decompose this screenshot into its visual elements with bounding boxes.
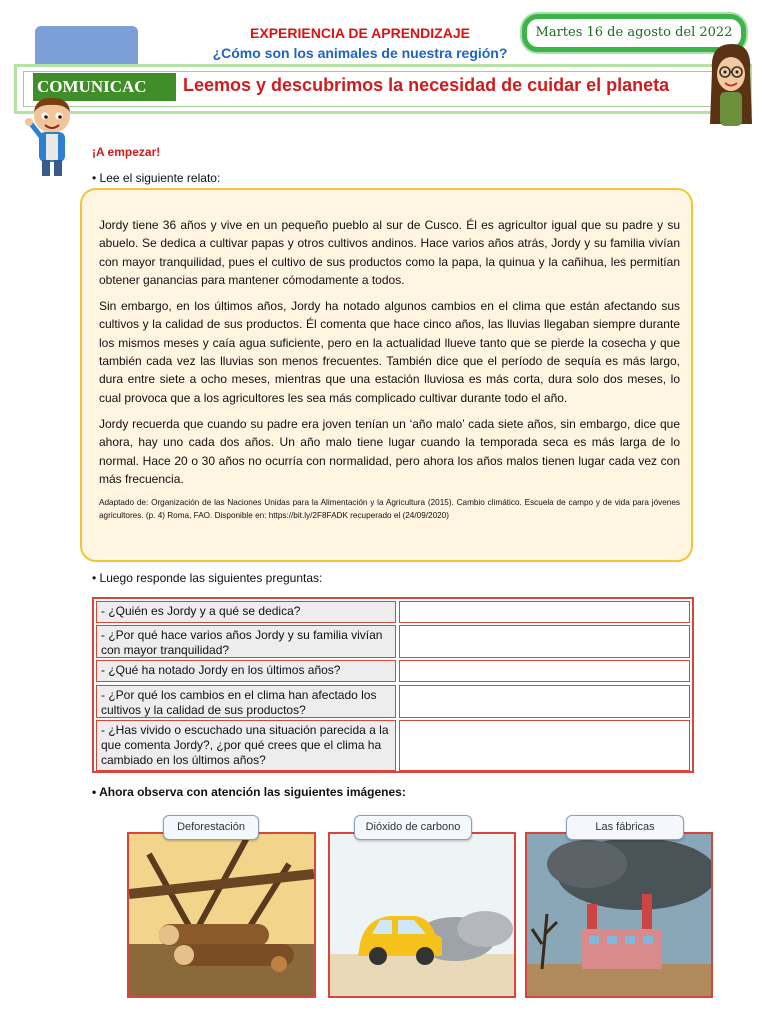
carbon-dioxide-label: Dióxido de carbono — [354, 815, 472, 840]
images-instruction: • Ahora observa con atención las siguientes imágenes: — [92, 785, 406, 799]
date-box: Martes 16 de agosto del 2022 — [522, 14, 746, 52]
story-source: Adaptado de: Organización de las Naciones Unidas para la Alimentación y la Agricultura (2015). Cambio climático. Escuela de campo y de vida para jóvenes agricultores. (p. 4) Roma, FAO. Disponible en: https://bit.ly/2F8FADK recuperado el (24/09/2020) — [99, 498, 680, 521]
carbon-dioxide-image — [328, 832, 516, 998]
factories-image — [525, 832, 713, 998]
story-box — [80, 188, 693, 562]
title-banner — [14, 64, 752, 114]
question-row — [96, 720, 690, 771]
question-row — [96, 660, 690, 682]
question-cell: - ¿Has vivido o escuchado una situación parecida a la que comenta Jordy?, ¿por qué crees que el clima ha cambiado en los últimos años? — [96, 720, 396, 771]
story-paragraph-2: Sin embargo, en los últimos años, Jordy ha notado algunos cambios en el clima que están afectando sus cultivos y la calidad de sus productos. Él comenta que hace cinco años, las lluvias llegaban siempre durante los mismos meses y caía agua suficiente, pero en la actualidad llueve tanto que se pierde la cosecha y que también cada vez las lluvias son menos frecuentes. También dice que el período de sequía es más largo, dura entre siete a ocho meses, mientras que una estación lluviosa es más corta, dura solo dos meses, lo cual provoca que a los agricultores les sea más complicado cultivar durante todo el año. — [99, 299, 680, 405]
deforestation-label: Deforestación — [163, 815, 259, 840]
boy-illustration — [22, 94, 82, 178]
story-paragraph-1: Jordy tiene 36 años y vive en un pequeño pueblo al sur de Cusco. Él es agricultor igual que su padre y su abuelo. Se dedica a cultivar papas y otros cultivos andinos. Hace varios años atrás, Jordy y su familia vivían con mayor tranquilidad, pues el cultivo de sus productos como la papa, la quinua y la cañihua, les permitían obtener ganancias para mantener cómodamente a todos. — [99, 218, 680, 287]
answer-cell[interactable] — [399, 685, 690, 718]
question-row — [96, 685, 690, 718]
experience-subtitle: ¿Cómo son los animales de nuestra región? — [212, 45, 508, 61]
deforestation-image — [127, 832, 316, 998]
question-cell: - ¿Por qué los cambios en el clima han afectado los cultivos y la calidad de sus productos? — [96, 685, 396, 718]
question-row — [96, 625, 690, 658]
question-cell: - ¿Qué ha notado Jordy en los últimos años? — [96, 660, 396, 682]
experience-title: EXPERIENCIA DE APRENDIZAJE — [250, 25, 470, 41]
area-badge: COMUNICAC — [33, 73, 176, 101]
session-title: Leemos y descubrimos la necesidad de cuidar el planeta — [183, 75, 670, 95]
story-paragraph-3: Jordy recuerda que cuando su padre era joven tenían un ‘año malo’ cada siete años, sin embargo, dice que ahora, hay uno cada dos años. Un año malo tiene lugar cuando la temporada seca es más larga de lo normal. Hace 20 o 30 años no ocurría con normalidad, pero ahora los años malos tienen lugar cada vez con más frecuencia. — [99, 416, 680, 486]
start-label: ¡A empezar! — [92, 145, 161, 159]
answer-cell[interactable] — [399, 720, 690, 771]
question-cell: - ¿Por qué hace varios años Jordy y su familia vivían con mayor tranquilidad? — [96, 625, 396, 658]
questions-table — [92, 597, 694, 773]
answer-cell[interactable] — [399, 660, 690, 682]
question-cell: - ¿Quién es Jordy y a qué se dedica? — [96, 601, 396, 623]
factories-label: Las fábricas — [566, 815, 684, 840]
answer-cell[interactable] — [399, 625, 690, 658]
question-row — [96, 601, 690, 623]
questions-instruction: • Luego responde las siguientes preguntas: — [92, 571, 323, 585]
answer-cell[interactable] — [399, 601, 690, 623]
teacher-illustration — [706, 40, 756, 130]
read-instruction: • Lee el siguiente relato: — [92, 171, 221, 185]
